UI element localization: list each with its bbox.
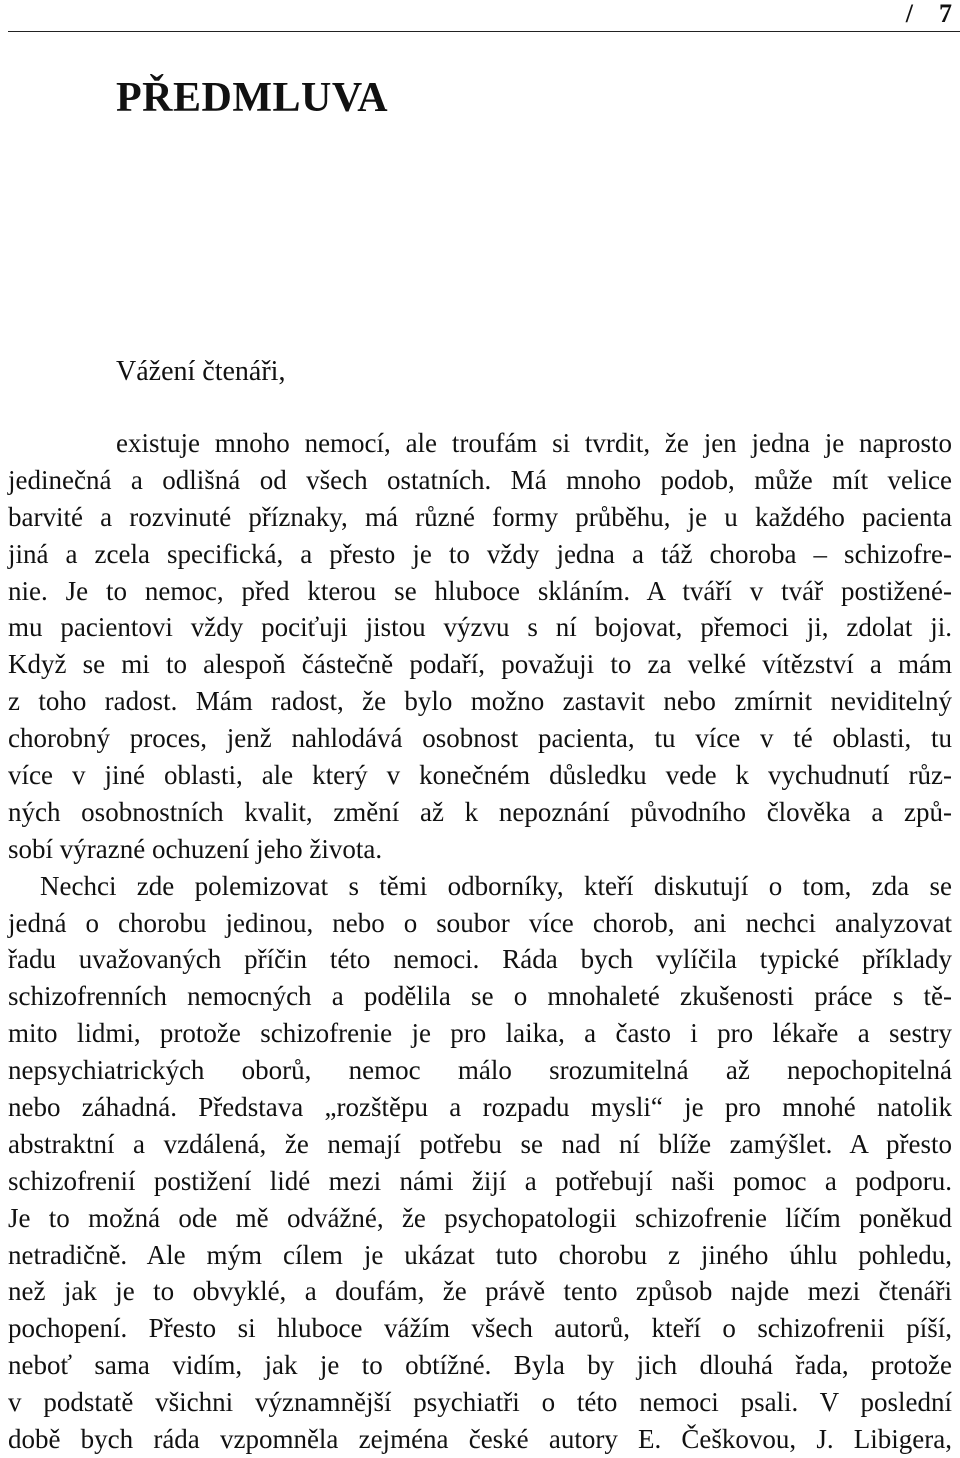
- text-line: existuje mnoho nemocí, ale troufám si tvrdit, že jen jedna je naprosto: [116, 428, 952, 458]
- header-rule: [8, 31, 960, 32]
- text-line: jiná a zcela specifická, a přesto je to vždy jedna a táž choroba – schizofre-: [8, 538, 952, 569]
- text-line: než jak je to obvyklé, a doufám, že právě tento způsob najde mezi čtenáři: [8, 1276, 952, 1307]
- text-line: sobí výrazné ochuzení jeho života.: [8, 833, 383, 864]
- text-line: Nechci zde polemizovat s těmi odborníky, kteří diskutují o tom, zda se: [40, 870, 952, 901]
- text-line: nebo záhadná. Představa „rozštěpu a rozpadu mysli“ je pro mnohé natolik: [8, 1092, 952, 1123]
- text-line: netradičně. Ale mým cílem je ukázat tuto chorobu z jiného úhlu pohledu,: [8, 1239, 952, 1270]
- text-line: ných osobnostních kvalit, změní až k nepoznání původního člověka a způ-: [8, 796, 952, 827]
- text-line: nepsychiatrických oborů, nemoc málo srozumitelná až nepochopitelná: [8, 1055, 952, 1086]
- text-line: pochopení. Přesto si hluboce vážím všech autorů, kteří o schizofrenii píší,: [8, 1313, 952, 1344]
- text-line: barvité a rozvinuté příznaky, má různé formy průběhu, je u každého pacienta: [8, 501, 952, 532]
- text-line: z toho radost. Mám radost, že bylo možno zastavit nebo zmírnit neviditelný: [8, 686, 952, 717]
- text-line: v podstatě všichni významnější psychiatři o této nemoci psali. V poslední: [8, 1387, 952, 1418]
- text-line: schizofrenních nemocných a podělila se o mnohaleté zkušenosti práce s tě-: [8, 981, 952, 1012]
- text-line: nie. Je to nemoc, před kterou se hluboce skláním. A tváří v tvář postižené-: [8, 575, 952, 606]
- text-line: schizofrenií postižení lidé mezi námi žijí a potřebují naši pomoc a podporu.: [8, 1165, 952, 1196]
- page-number: / 7: [905, 0, 952, 28]
- text-line: neboť sama vidím, jak je to obtížné. Byla by jich dlouhá řada, protože: [8, 1350, 952, 1381]
- text-line: době bych ráda vzpomněla zejména české autory E. Češkovou, J. Libigera,: [8, 1424, 952, 1455]
- text-line: Je to možná ode mě odvážné, že psychopatologii schizofrenie líčím poněkud: [8, 1202, 952, 1233]
- text-line: abstraktní a vzdálená, že nemají potřebu se nad ní blíže zamýšlet. A přesto: [8, 1128, 952, 1159]
- text-line: mu pacientovi vždy pociťuji jistou výzvu s ní bojovat, přemoci ji, zdolat ji.: [8, 612, 952, 643]
- text-line: jedná o chorobu jedinou, nebo o soubor více chorob, ani nechci analyzovat: [8, 907, 952, 938]
- text-line: více v jiné oblasti, ale který v konečném důsledku vede k vychudnutí růz-: [8, 760, 952, 791]
- text-line: řadu uvažovaných příčin této nemoci. Ráda bych vylíčila typické příklady: [8, 944, 952, 975]
- text-line: Když se mi to alespoň částečně podaří, považuji to za velké vítězství a mám: [8, 649, 952, 680]
- text-line: chorobný proces, jenž nahlodává osobnost pacienta, tu více v té oblasti, tu: [8, 723, 952, 754]
- page-title: PŘEDMLUVA: [116, 75, 389, 121]
- text-line: mito lidmi, protože schizofrenie je pro laika, a často i pro lékaře a sestry: [8, 1018, 952, 1049]
- salutation: Vážení čtenáři,: [116, 356, 286, 387]
- text-line: jedinečná a odlišná od všech ostatních. Má mnoho podob, může mít velice: [8, 464, 952, 495]
- preface-body: [8, 425, 952, 1458]
